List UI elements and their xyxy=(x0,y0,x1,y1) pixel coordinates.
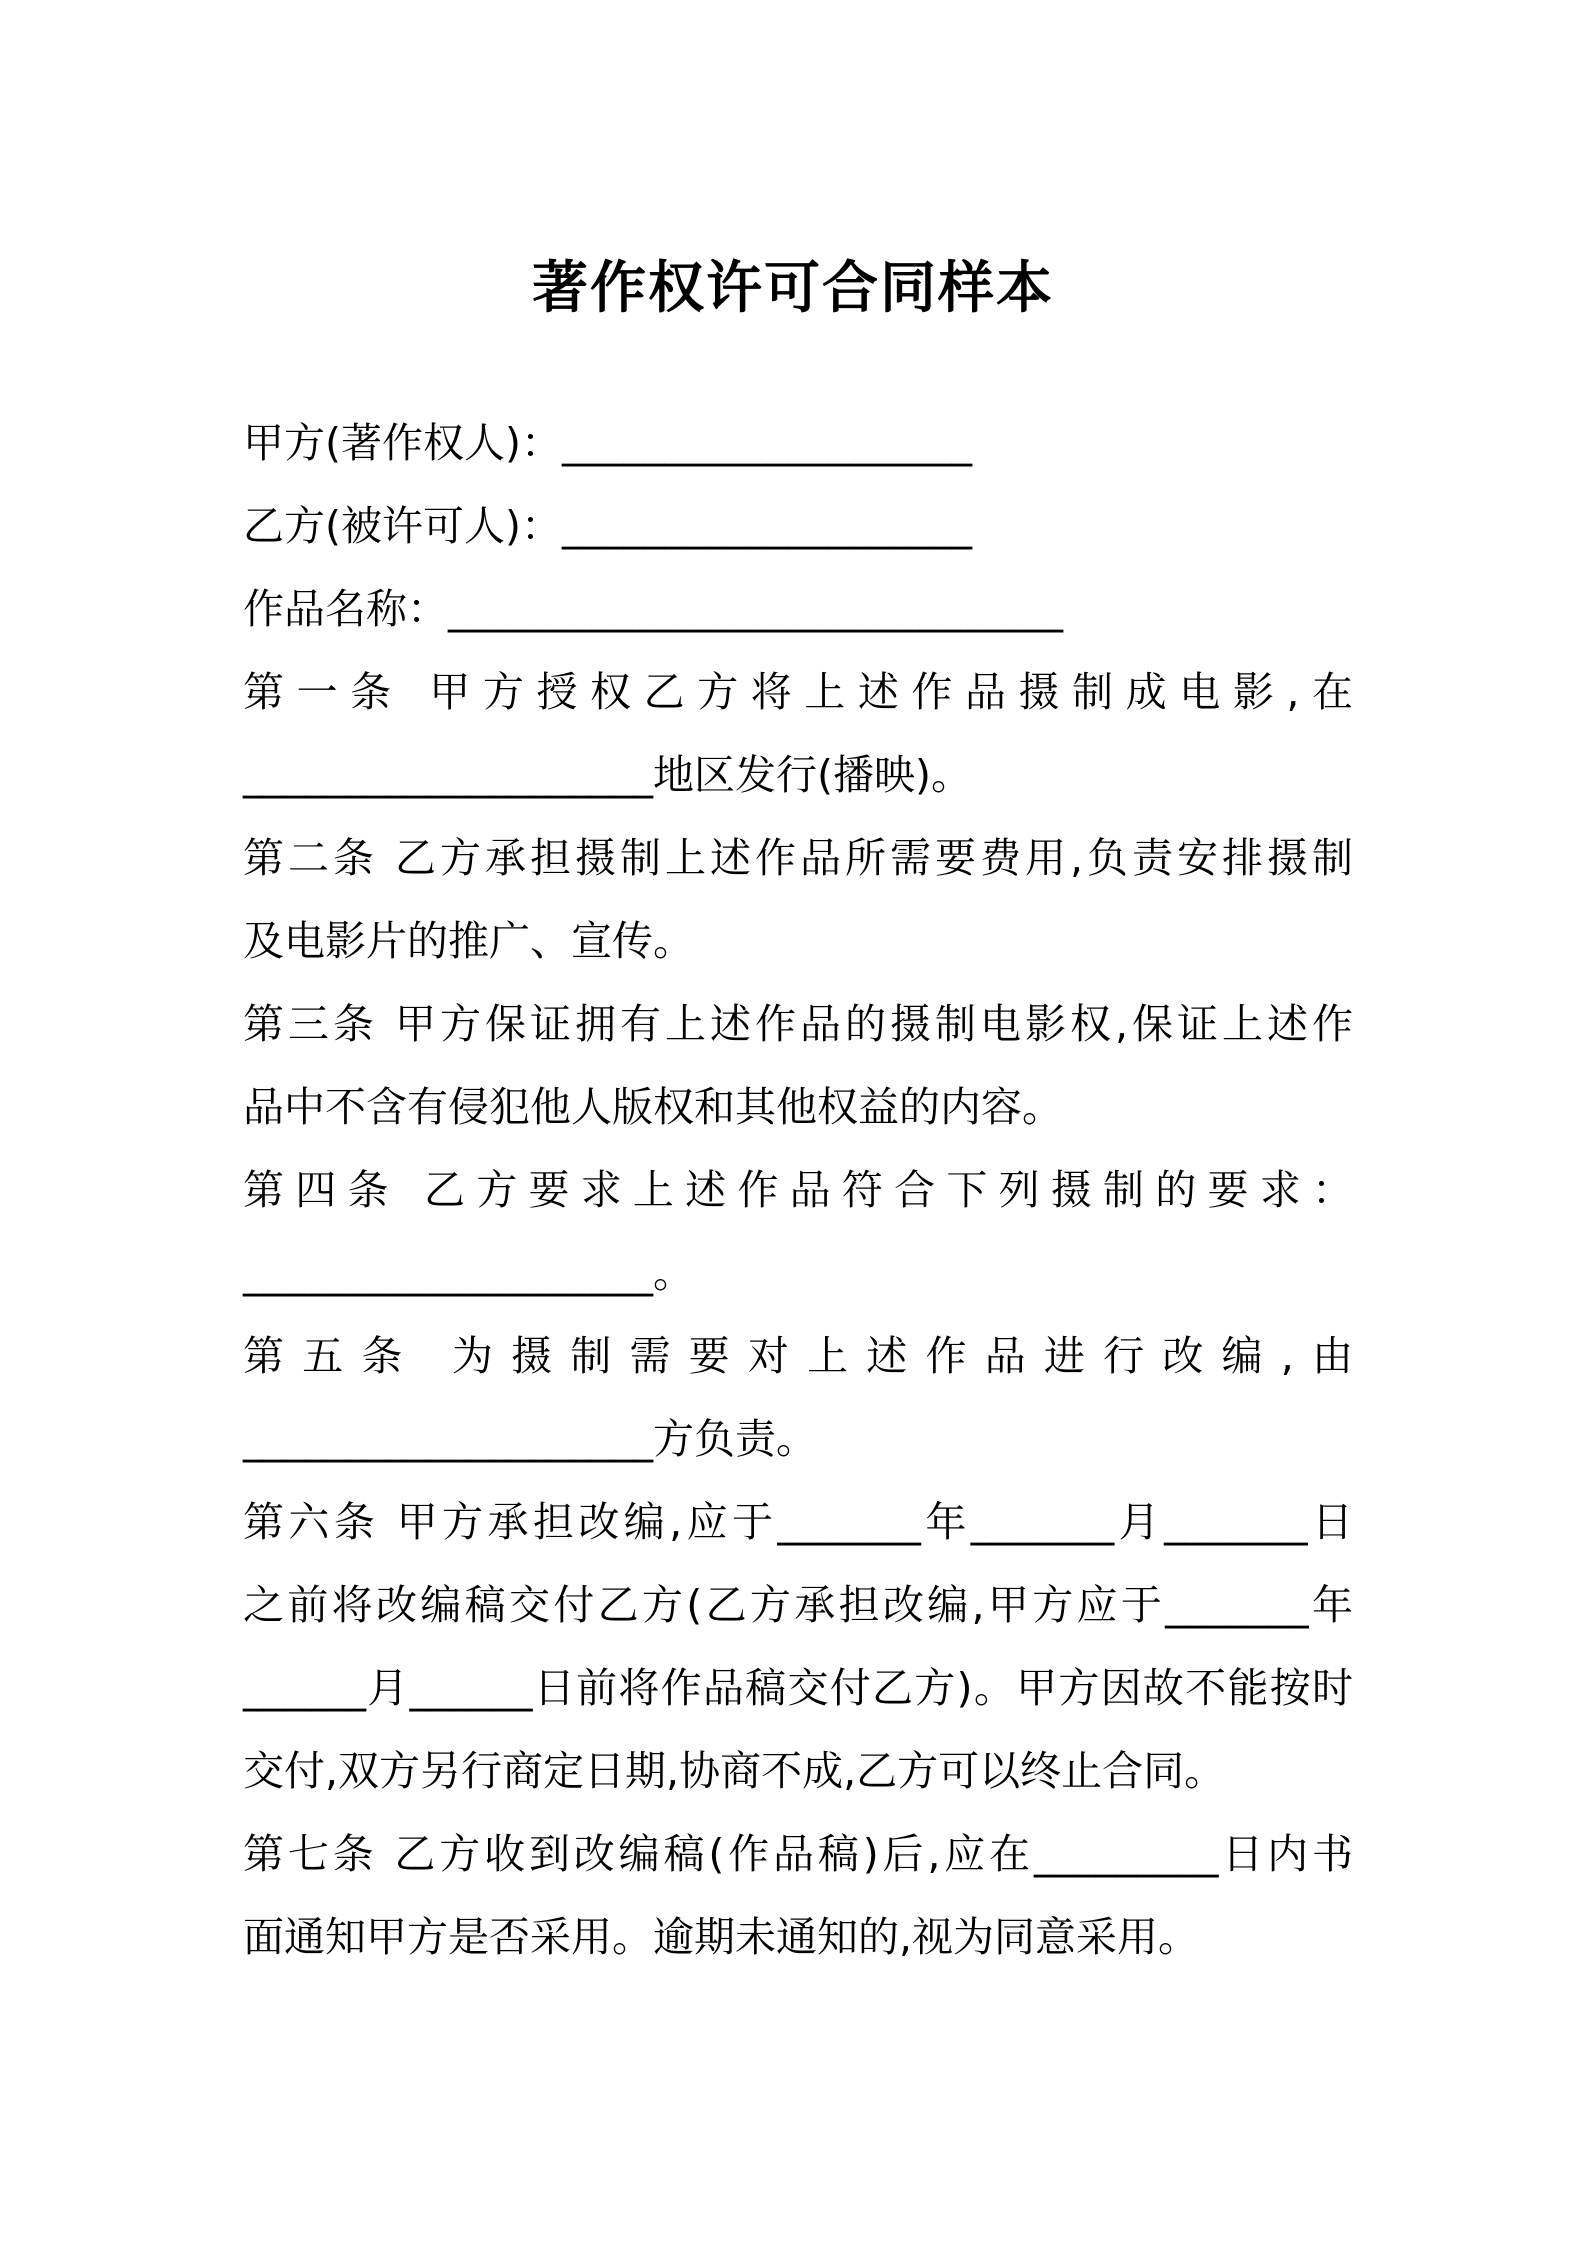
article-6-line-1: 第六条 甲方承担改编,应于_______年_______月_______日 xyxy=(243,1498,1353,1546)
article-4-line-2: ____________________。 xyxy=(243,1249,694,1297)
article-6-line-4: 交付,双方另行商定日期,协商不成,乙方可以终止合同。 xyxy=(243,1747,1226,1795)
article-1-line-1: 第一条 甲方授权乙方将上述作品摄制成电影,在 xyxy=(243,668,1353,716)
article-7-line-2: 面通知甲方是否采用。逾期未通知的,视为同意采用。 xyxy=(243,1913,1200,1961)
article-6-line-3: ______月______日前将作品稿交付乙方)。甲方因故不能按时 xyxy=(243,1664,1353,1712)
article-5-line-2: ____________________方负责。 xyxy=(243,1415,817,1463)
work-name-line: 作品名称：______________________________ xyxy=(243,585,1063,633)
party-a-line: 甲方(著作权人)：____________________ xyxy=(243,419,972,467)
article-6-line-2: 之前将改编稿交付乙方(乙方承担改编,甲方应于_______年 xyxy=(243,1581,1353,1629)
article-1-line-2: ____________________地区发行(播映)。 xyxy=(243,751,972,799)
article-2-line-1: 第二条 乙方承担摄制上述作品所需要费用,负责安排摄制 xyxy=(243,834,1353,882)
document-title: 著作权许可合同样本 xyxy=(532,256,1054,321)
article-3-line-1: 第三条 甲方保证拥有上述作品的摄制电影权,保证上述作 xyxy=(243,1000,1353,1048)
article-3-line-2: 品中不含有侵犯他人版权和其他权益的内容。 xyxy=(243,1083,1063,1131)
article-7-line-1: 第七条 乙方收到改编稿(作品稿)后,应在_________日内书 xyxy=(243,1830,1353,1878)
party-b-line: 乙方(被许可人)：____________________ xyxy=(243,502,972,550)
article-4-line-1: 第四条 乙方要求上述作品符合下列摄制的要求： xyxy=(243,1166,1353,1214)
article-2-line-2: 及电影片的推广、宣传。 xyxy=(243,917,694,965)
article-5-line-1: 第五条 为摄制需要对上述作品进行改编,由 xyxy=(243,1332,1353,1380)
